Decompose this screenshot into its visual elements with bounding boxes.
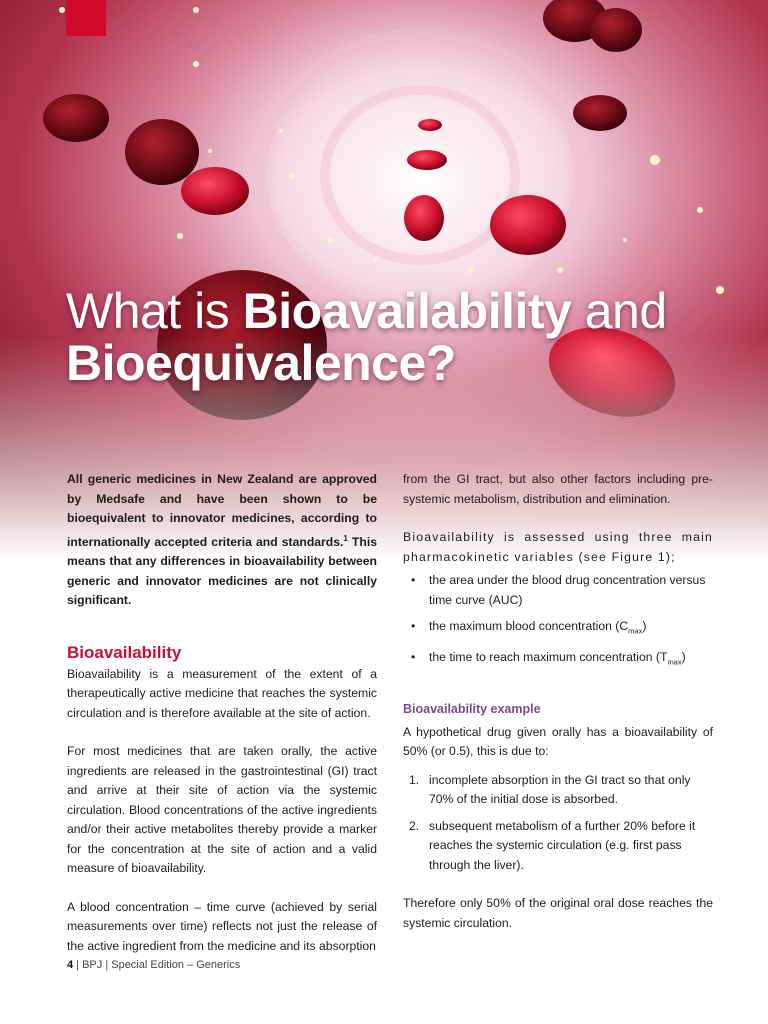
intro-text-end: This means that any differences in bioavailability between generic and innovator medicines are not clinically significant. [67,534,377,608]
list-item: • the area under the blood drug concentration versus time curve (AUC) [411,573,706,607]
title-line1-post: and [571,283,667,339]
bullet-auc: the area under the blood drug concentration versus time curve (AUC) [429,573,706,607]
intro-text: All generic medicines in New Zealand are approved by Medsafe and have been shown to be bioequivalent to innovator medicines, according to internationally accepted criteria and standards. [67,472,377,549]
section-heading-bioavailability: Bioavailability [67,642,182,662]
bullet-cmax: the maximum blood concentration (C [429,619,629,633]
paragraph-concentration-curve: A blood concentration – time curve (achieved by serial measurements over time) reflects not just the release of the active ingredient from the medicine and its absorption [67,899,377,953]
list-number: 2. [409,818,420,833]
list-item [403,771,713,810]
paragraph-curve-continued: from the GI tract, but also other factors including pre-systemic metabolism, distribution and elimination. [403,472,713,506]
example-numbered-list [403,771,713,876]
right-column [403,470,713,933]
example-heading: Bioavailability example [403,701,541,716]
bullet-tmax: the time to reach maximum concentration (T [429,649,668,664]
tmax-subscript: max [667,657,682,667]
conclusion-paragraph: Therefore only 50% of the original oral dose reaches the systemic circulation. [403,896,713,930]
title-line2-bold: Bioequivalence? [66,335,456,391]
cmax-subscript: max [628,626,643,636]
intro-reference: 1 [343,533,348,543]
list-text: incomplete absorption in the GI tract so that only 70% of the initial dose is absorbed. [429,772,691,807]
list-text: subsequent metabolism of a further 20% before it reaches the systemic circulation (e.g. first pass through the liver). [429,818,696,872]
list-number: 1. [409,772,420,787]
paragraph-oral-medicines: For most medicines that are taken orally, the active ingredients are released in the gastrointestinal (GI) tract and arrive at their site of action via the systemic circulation. Blood concentrations of the active ingredients and/or their active metabolites thereby provide a marker for the concentration at the site of action and a valid measure of bioavailability. [67,744,377,876]
left-column [67,470,377,956]
title-line1-pre: What is [66,283,243,339]
list-item [403,817,713,876]
list-item: • the maximum blood concentration $(C_{max})$ [411,619,647,636]
page-number: 4 [67,959,74,971]
paragraph-definition: Bioavailability is a measurement of the extent of a therapeutically active medicine that reaches the systemic circulation and is therefore available at the site of action. [67,666,377,720]
pk-variables-list [403,571,713,672]
example-paragraph: A hypothetical drug given orally has a bioavailability of 50% (or 0.5), this is due to: [403,724,713,759]
page-title [66,285,746,389]
page-footer [67,959,240,971]
red-corner-tab [66,0,106,36]
paragraph-assessment: Bioavailability is assessed using three main pharmacokinetic variables (see Figure 1); [403,530,713,564]
bullet-cmax-close: ) [642,619,647,633]
list-item: • the time to reach maximum concentration $(T_{max})$ [411,649,686,667]
intro-paragraph [67,470,377,611]
title-line1-bold: Bioavailability [242,283,572,339]
bullet-tmax-close: ) [681,649,686,664]
footer-text: | BPJ | Special Edition – Generics [73,959,241,971]
